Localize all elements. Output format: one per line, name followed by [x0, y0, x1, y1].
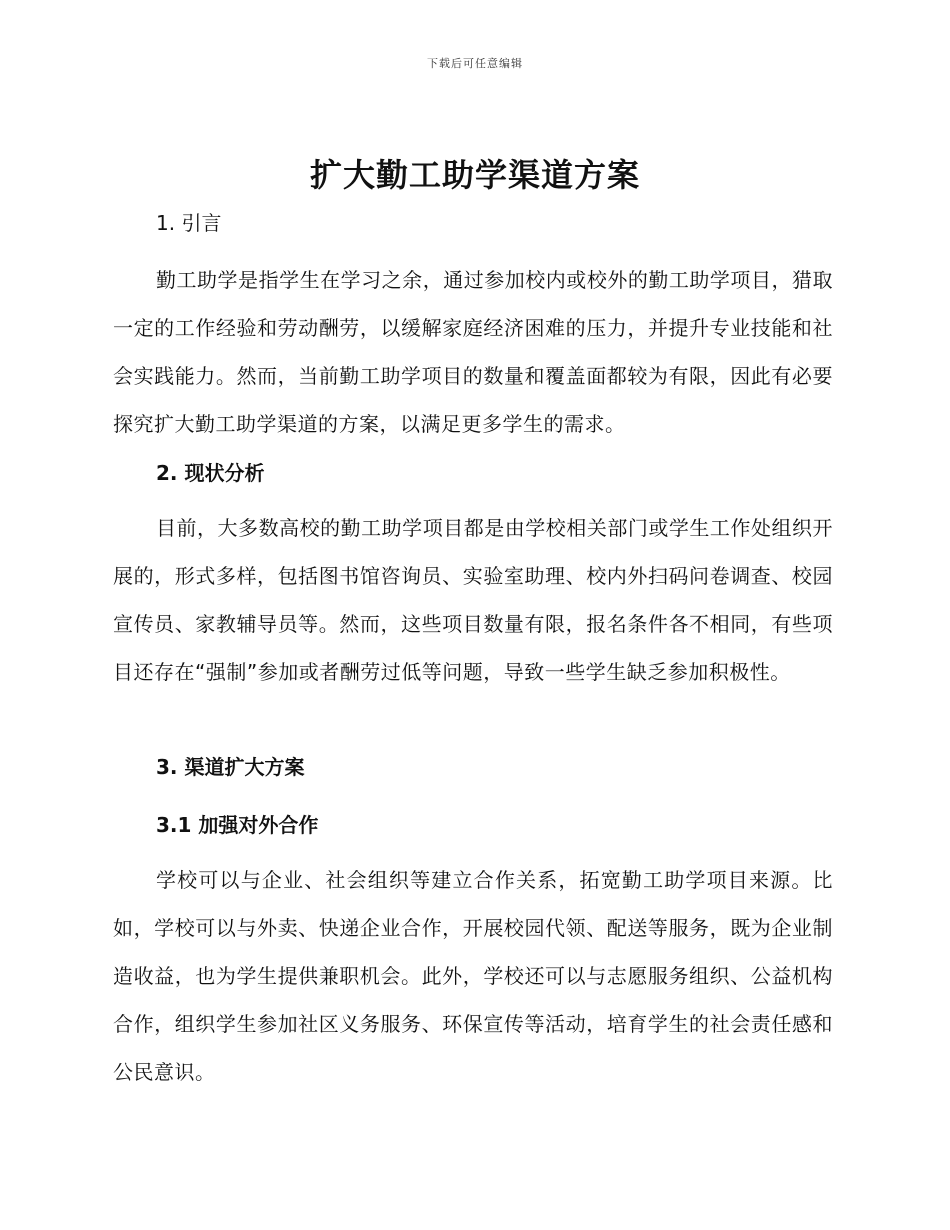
subsection-heading-cooperation: 3.1 加强对外合作 [156, 813, 319, 837]
document-title: 扩大勤工助学渠道方案 [309, 156, 640, 194]
section-heading-status: 2. 现状分析 [156, 461, 265, 485]
paragraph-cooperation: 学校可以与企业、社会组织等建立合作关系，拓宽勤工助学项目来源。比如，学校可以与外卖、快递企业合作，开展校园代领、配送等服务，既为企业制造收益，也为学生提供兼职机会。此外，学校还可以与志愿服务组织、公益机构合作，组织学生参加社区义务服务、环保宣传等活动，培育学生的社会责任感和公民意识。 [113, 868, 833, 1084]
paragraph-status: 目前，大多数高校的勤工助学项目都是由学校相关部门或学生工作处组织开展的，形式多样，包括图书馆咨询员、实验室助理、校内外扫码问卷调查、校园宣传员、家教辅导员等。然而，这些项目数量有限，报名条件各不相同，有些项目还存在“强制”参加或者酬劳过低等问题，导致一些学生缺乏参加积极性。 [113, 516, 833, 684]
section-heading-intro: 1. 引言 [156, 211, 222, 235]
header-note: 下载后可任意编辑 [427, 57, 523, 70]
section-heading-plan: 3. 渠道扩大方案 [156, 755, 305, 779]
paragraph-intro: 勤工助学是指学生在学习之余，通过参加校内或校外的勤工助学项目，猎取一定的工作经验和劳动酬劳，以缓解家庭经济困难的压力，并提升专业技能和社会实践能力。然而，当前勤工助学项目的数量和覆盖面都较为有限，因此有必要探究扩大勤工助学渠道的方案，以满足更多学生的需求。 [113, 268, 833, 436]
